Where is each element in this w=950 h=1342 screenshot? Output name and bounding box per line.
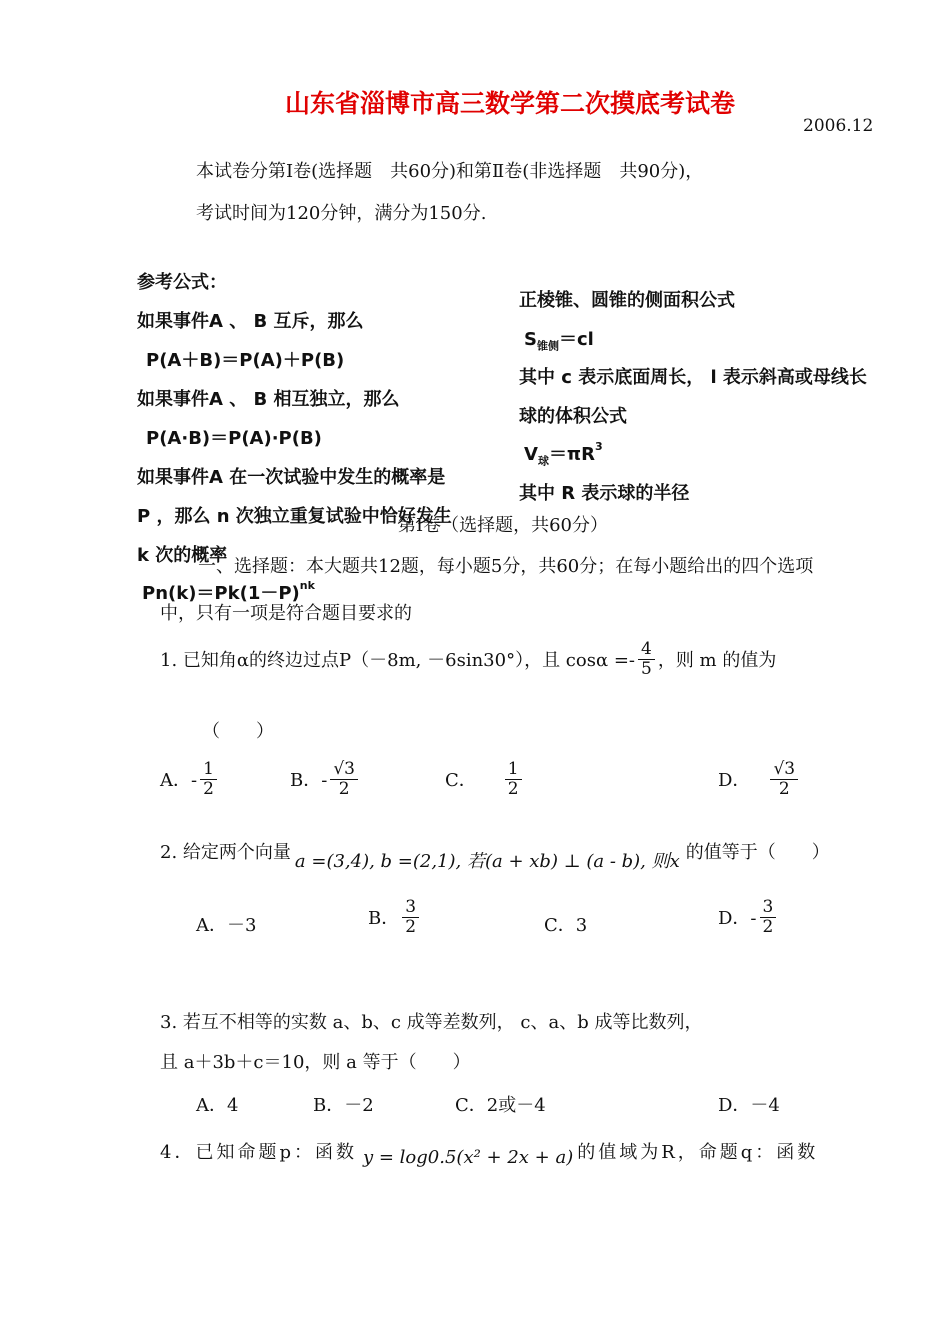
q3-option-b[interactable]: B．－2 bbox=[313, 1095, 374, 1116]
question-4 bbox=[160, 1133, 818, 1168]
q3-line-1: 3. 若互不相等的实数 a、b、c 成等差数列， c、a、b 成等比数列， bbox=[160, 1012, 703, 1033]
formula-heading: 参考公式： bbox=[137, 272, 227, 293]
section-intro-2: 中，只有一项是符合题目要求的 bbox=[160, 603, 412, 624]
q2-option-b[interactable] bbox=[368, 898, 422, 936]
page-title: 山东省淄博市高三数学第二次摸底考试卷 bbox=[285, 89, 736, 118]
q1-b-den: 2 bbox=[338, 778, 350, 799]
formula-s: S bbox=[524, 329, 537, 350]
q1-option-a-frac bbox=[200, 760, 217, 798]
q1-option-b-frac bbox=[330, 760, 358, 798]
q1-paren: （ ） bbox=[202, 721, 274, 742]
q4-text-a: 4．已知命题p：函数 bbox=[160, 1141, 357, 1163]
q1-option-a[interactable] bbox=[160, 760, 220, 798]
q3-option-a[interactable]: A．4 bbox=[196, 1095, 239, 1116]
q1-d-den: 2 bbox=[778, 778, 790, 799]
formula-v: V bbox=[524, 444, 538, 465]
formula-v-exp: 3 bbox=[595, 440, 603, 453]
q2-option-c[interactable]: C．3 bbox=[544, 915, 588, 936]
q3-line-2: 且 a＋3b＋c＝10，则 a 等于（ ） bbox=[160, 1052, 471, 1073]
formula-v-rest: ＝πR bbox=[548, 444, 596, 465]
formula-s-sub: 锥侧 bbox=[536, 339, 559, 353]
formula-left-4: P(A·B)＝P(A)·P(B) bbox=[146, 428, 322, 449]
q1-a-den: 2 bbox=[203, 778, 214, 799]
formula-left-1: 如果事件A 、 B 互斥，那么 bbox=[137, 311, 364, 332]
q1-a-num: 1 bbox=[200, 760, 217, 780]
intro-line-1: 本试卷分第Ⅰ卷(选择题 共60分)和第Ⅱ卷(非选择题 共90分)， bbox=[196, 161, 704, 182]
q3-option-c[interactable]: C．2或－4 bbox=[455, 1095, 546, 1116]
intro-line-2: 考试时间为120分钟，满分为150分. bbox=[196, 203, 487, 224]
q2-math: a =(3,4), b =(2,1), 若(a + xb) ⊥ (a - b), 则x bbox=[294, 851, 680, 872]
q2-d-num: 3 bbox=[760, 898, 777, 918]
q4-text-b: 的值域为R，命题q：函数 bbox=[577, 1141, 819, 1163]
q2-option-d-frac bbox=[760, 898, 777, 936]
formula-s-rest: ＝cl bbox=[558, 329, 594, 350]
question-2 bbox=[160, 829, 830, 873]
q2-b-num: 3 bbox=[402, 898, 419, 918]
q1-option-a-label: A．- bbox=[160, 770, 198, 792]
formula-right-5 bbox=[524, 440, 603, 469]
q1-fraction bbox=[638, 640, 655, 678]
q1-option-d-label: D． bbox=[718, 770, 751, 792]
q1-option-d[interactable] bbox=[718, 760, 801, 798]
q2-option-a[interactable]: A．－3 bbox=[196, 915, 257, 936]
q1-option-d-frac bbox=[770, 760, 798, 798]
q1-c-num: 1 bbox=[505, 760, 522, 780]
binomial-formula: Pn(k)＝Pk(1－P) bbox=[142, 583, 300, 604]
q1-c-den: 2 bbox=[507, 778, 519, 799]
q1-d-num: √3 bbox=[770, 760, 798, 780]
formula-right-2 bbox=[524, 325, 594, 354]
formula-right-4: 球的体积公式 bbox=[519, 406, 627, 427]
section-heading: 第Ⅰ卷（选择题，共60分） bbox=[398, 515, 609, 536]
q1-text-a: 1. 已知角α的终边过点P（－8m, －6sin30°），且 cosα =- bbox=[160, 650, 635, 672]
q1-b-num: √3 bbox=[330, 760, 358, 780]
section-intro-1: 一、选择题：本大题共12题，每小题5分，共60分；在每小题给出的四个选项 bbox=[198, 556, 814, 577]
binomial-exponent: nk bbox=[299, 579, 315, 592]
q2-option-b-label: B． bbox=[368, 908, 400, 930]
q1-option-c-label: C． bbox=[445, 770, 477, 792]
q2-option-b-frac bbox=[402, 898, 419, 936]
q2-b-den: 2 bbox=[405, 916, 417, 937]
formula-right-1: 正棱锥、圆锥的侧面积公式 bbox=[519, 290, 735, 311]
q2-text-b: 的值等于（ ） bbox=[685, 842, 830, 863]
q2-d-den: 2 bbox=[762, 916, 774, 937]
formula-left-5: 如果事件A 在一次试验中发生的概率是 bbox=[137, 467, 446, 488]
q1-frac-num: 4 bbox=[638, 640, 655, 660]
q1-option-c-frac bbox=[505, 760, 522, 798]
q1-text-b: ，则 m 的值为 bbox=[657, 650, 777, 672]
q4-math: y = log0.5(x² + 2x + a) bbox=[362, 1147, 574, 1168]
formula-left-7: k 次的概率 bbox=[137, 545, 228, 566]
q2-option-d[interactable] bbox=[718, 898, 779, 936]
exam-date: 2006.12 bbox=[803, 116, 874, 136]
q1-option-b-label: B．- bbox=[290, 770, 328, 792]
formula-v-sub: 球 bbox=[537, 454, 549, 468]
q1-option-c[interactable] bbox=[445, 760, 525, 798]
formula-left-3: 如果事件A 、 B 相互独立，那么 bbox=[137, 389, 400, 410]
formula-left-2: P(A＋B)＝P(A)＋P(B) bbox=[146, 350, 345, 371]
q2-text-a: 2. 给定两个向量 bbox=[160, 842, 291, 863]
formula-left-6: P ，那么 n 次独立重复试验中恰好发生 bbox=[137, 506, 452, 527]
q3-option-d[interactable]: D．－4 bbox=[718, 1095, 780, 1116]
question-1 bbox=[160, 640, 776, 678]
q1-option-b[interactable] bbox=[290, 760, 361, 798]
q2-option-d-label: D．- bbox=[718, 908, 757, 930]
formula-right-6: 其中 R 表示球的半径 bbox=[519, 483, 690, 504]
q1-frac-den: 5 bbox=[641, 658, 652, 679]
formula-right-3: 其中 c 表示底面周长， l 表示斜高或母线长 bbox=[519, 367, 867, 388]
